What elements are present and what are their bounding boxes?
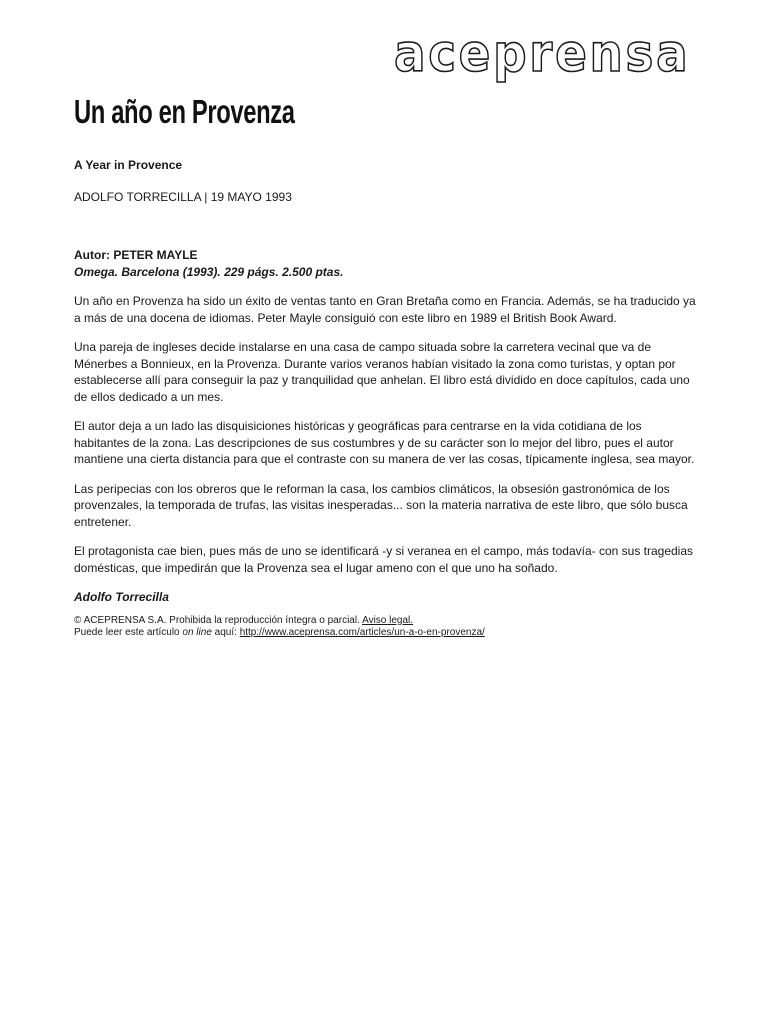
online-prefix: Puede leer este artículo: [74, 627, 180, 638]
article-paragraph-3: El autor deja a un lado las disquisiciones históricas y geográficas para centrarse en la vida cotidiana de los habitantes de la zona. Las descripciones de sus costumbres y de su carácter son lo mejor del libro, pues el autor mantiene una cierta distancia para que el contraste con su manera de ver las cosas, típicamente inglesa, sea mayor.: [74, 419, 695, 466]
page-title: Un año en Provenza: [74, 93, 295, 130]
article-subtitle: A Year in Provence: [74, 158, 183, 172]
article-paragraph-5: El protagonista cae bien, pues más de uno se identificará -y si veranea en el campo, más todavía- con sus tragedias domésticas, que impedirán que la Provenza sea el lugar ameno con el que uno ha soñado.: [74, 544, 694, 575]
article-body: [74, 157, 696, 640]
article-paragraph-4: Las peripecias con los obreros que le reforman la casa, los cambios climáticos, la obsesión gastronómica de los provenzales, la temporada de trufas, las visitas inesperadas... son la materia narrativa de este libro, que sólo busca entretener.: [74, 481, 688, 529]
online-em: on line: [182, 627, 212, 638]
book-publication-info: Omega. Barcelona (1993). 229 págs. 2.500 ptas.: [74, 264, 344, 279]
book-author: Autor: PETER MAYLE: [74, 248, 198, 262]
article-signature: Adolfo Torrecilla: [74, 590, 169, 604]
copyright-notice: [74, 615, 696, 628]
aceprensa-logo: aceprensa: [393, 24, 690, 84]
copyright-text: © ACEPRENSA S.A. Prohibida la reproducción íntegra o parcial.: [74, 614, 360, 626]
online-suffix: aquí:: [214, 627, 237, 638]
article-byline: ADOLFO TORRECILLA | 19 MAYO 1993: [74, 189, 292, 204]
article-url-link[interactable]: http://www.aceprensa.com/articles/un-a-o-en-provenza/: [239, 627, 485, 638]
article-paragraph-2: Una pareja de ingleses decide instalarse en una casa de campo situada sobre la carretera vecinal que va de Ménerbes a Bonnieux, en la Provenza. Durante varios veranos habían visitado la zona como turistas, y optan por establecerse allí para conseguir la paz y tranquilidad que anhelan. El libro está dividido en doce capítulos, cada uno de ellos dedicado a un mes.: [74, 340, 690, 404]
legal-notice-link[interactable]: Aviso legal.: [362, 614, 414, 626]
article-paragraph-1: Un año en Provenza ha sido un éxito de ventas tanto en Gran Bretaña como en Francia. Además, se ha traducido ya a más de una docena de idiomas. Peter Mayle consiguió con este libro en 1989 el British Book Award.: [74, 294, 696, 325]
online-link-line: [74, 627, 696, 640]
